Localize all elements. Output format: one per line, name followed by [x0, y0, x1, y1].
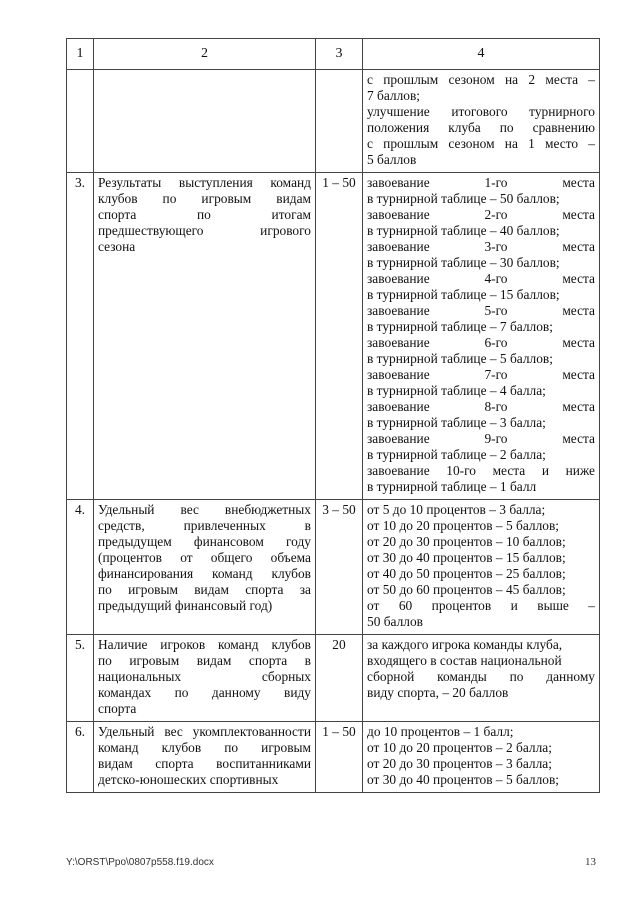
table-row [67, 722, 600, 793]
description-line: спорта [98, 701, 137, 716]
criteria-line: в турнирной таблице – 2 балла; [367, 447, 546, 462]
row-number [67, 70, 94, 173]
indicator-description [94, 500, 316, 635]
description-line: команд клубов по игровым [98, 740, 311, 755]
header-cell-4: 4 [363, 39, 600, 70]
table-row [67, 70, 600, 173]
criteria-line: завоевание 7-го места [367, 367, 595, 382]
description-line: спорта по итогам [98, 207, 311, 222]
criteria-line: в турнирной таблице – 50 баллов; [367, 191, 560, 206]
table-row [67, 500, 600, 635]
description-line: сезона [98, 239, 136, 254]
description-line: Результаты выступления команд [98, 175, 311, 190]
header-cell-3: 3 [316, 39, 363, 70]
criteria-line: в турнирной таблице – 7 баллов; [367, 319, 553, 334]
criteria-line: завоевание 5-го места [367, 303, 595, 318]
score-range: 20 [316, 635, 363, 722]
criteria-line: завоевание 1-го места [367, 175, 595, 190]
page-number: 13 [585, 856, 596, 868]
criteria-line: в турнирной таблице – 30 баллов; [367, 255, 560, 270]
indicator-description [94, 70, 316, 173]
scoring-criteria [363, 500, 600, 635]
header-cell-1: 1 [67, 39, 94, 70]
criteria-line: в турнирной таблице – 5 баллов; [367, 351, 553, 366]
criteria-line: 7 баллов; [367, 88, 421, 103]
table-row [67, 173, 600, 500]
criteria-line: от 5 до 10 процентов – 3 балла; [367, 502, 546, 517]
criteria-line: от 60 процентов и выше – [367, 598, 595, 613]
row-number: 3. [67, 173, 94, 500]
footer-file-path: Y:\ORST\Ppo\0807p558.f19.docx [66, 857, 214, 868]
criteria-line: сборной команды по данному [367, 669, 595, 684]
criteria-line: от 10 до 20 процентов – 5 баллов; [367, 518, 559, 533]
description-line: Удельный вес укомплектованности [98, 724, 311, 739]
criteria-line: до 10 процентов – 1 балл; [367, 724, 514, 739]
scoring-criteria [363, 70, 600, 173]
criteria-line: завоевание 6-го места [367, 335, 595, 350]
criteria-line: от 30 до 40 процентов – 5 баллов; [367, 772, 559, 787]
criteria-line: в турнирной таблице – 40 баллов; [367, 223, 560, 238]
description-line: клубов по игровым видам [98, 191, 311, 206]
indicator-description [94, 635, 316, 722]
criteria-line: завоевание 3-го места [367, 239, 595, 254]
scoring-criteria [363, 173, 600, 500]
row-number: 4. [67, 500, 94, 635]
criteria-line: завоевание 9-го места [367, 431, 595, 446]
criteria-line: виду спорта, – 20 баллов [367, 685, 509, 700]
scoring-criteria [363, 722, 600, 793]
criteria-line: от 50 до 60 процентов – 45 баллов; [367, 582, 566, 597]
description-line: предыдущий финансовый год) [98, 598, 273, 613]
criteria-line: от 20 до 30 процентов – 3 балла; [367, 756, 552, 771]
criteria-line: положения клуба по сравнению [367, 120, 595, 135]
criteria-line: улучшение итогового турнирного [367, 104, 595, 119]
criteria-line: от 20 до 30 процентов – 10 баллов; [367, 534, 566, 549]
score-range [316, 70, 363, 173]
indicator-description [94, 722, 316, 793]
criteria-line: от 10 до 20 процентов – 2 балла; [367, 740, 552, 755]
criteria-line: 5 баллов [367, 152, 417, 167]
criteria-line: в турнирной таблице – 3 балла; [367, 415, 546, 430]
description-line: средств, привлеченных в [98, 518, 311, 533]
table-row [67, 635, 600, 722]
table-header-row [67, 39, 600, 70]
description-line: национальных сборных [98, 669, 311, 684]
description-line: командах по данному виду [98, 685, 311, 700]
criteria-line: завоевание 4-го места [367, 271, 595, 286]
description-line: (процентов от общего объема [98, 550, 311, 565]
criteria-line: с прошлым сезоном на 2 места – [367, 72, 595, 87]
description-line: по игровым видам спорта за [98, 582, 311, 597]
indicator-description [94, 173, 316, 500]
criteria-line: от 40 до 50 процентов – 25 баллов; [367, 566, 566, 581]
criteria-line: завоевание 10-го места и ниже [367, 463, 595, 478]
criteria-line: 50 баллов [367, 614, 423, 629]
description-line: видам спорта воспитанниками [98, 756, 311, 771]
criteria-line: за каждого игрока команды клуба, [367, 637, 563, 652]
criteria-table [66, 38, 600, 793]
description-line: по игровым видам спорта в [98, 653, 311, 668]
criteria-line: завоевание 8-го места [367, 399, 595, 414]
description-line: предшествующего игрового [98, 223, 311, 238]
description-line: Наличие игроков команд клубов [98, 637, 311, 652]
description-line: Удельный вес внебюджетных [98, 502, 311, 517]
row-number: 5. [67, 635, 94, 722]
description-line: детско-юношеских спортивных [98, 772, 279, 787]
criteria-line: от 30 до 40 процентов – 15 баллов; [367, 550, 566, 565]
row-number: 6. [67, 722, 94, 793]
scoring-criteria [363, 635, 600, 722]
score-range: 3 – 50 [316, 500, 363, 635]
header-cell-2: 2 [94, 39, 316, 70]
criteria-line: с прошлым сезоном на 1 место – [367, 136, 595, 151]
score-range: 1 – 50 [316, 173, 363, 500]
description-line: финансирования команд клубов [98, 566, 311, 581]
criteria-line: в турнирной таблице – 15 баллов; [367, 287, 560, 302]
criteria-line: в турнирной таблице – 4 балла; [367, 383, 546, 398]
criteria-line: входящего в состав национальной [367, 653, 562, 668]
description-line: предыдущем финансовом году [98, 534, 311, 549]
score-range: 1 – 50 [316, 722, 363, 793]
criteria-line: в турнирной таблице – 1 балл [367, 479, 537, 494]
criteria-line: завоевание 2-го места [367, 207, 595, 222]
